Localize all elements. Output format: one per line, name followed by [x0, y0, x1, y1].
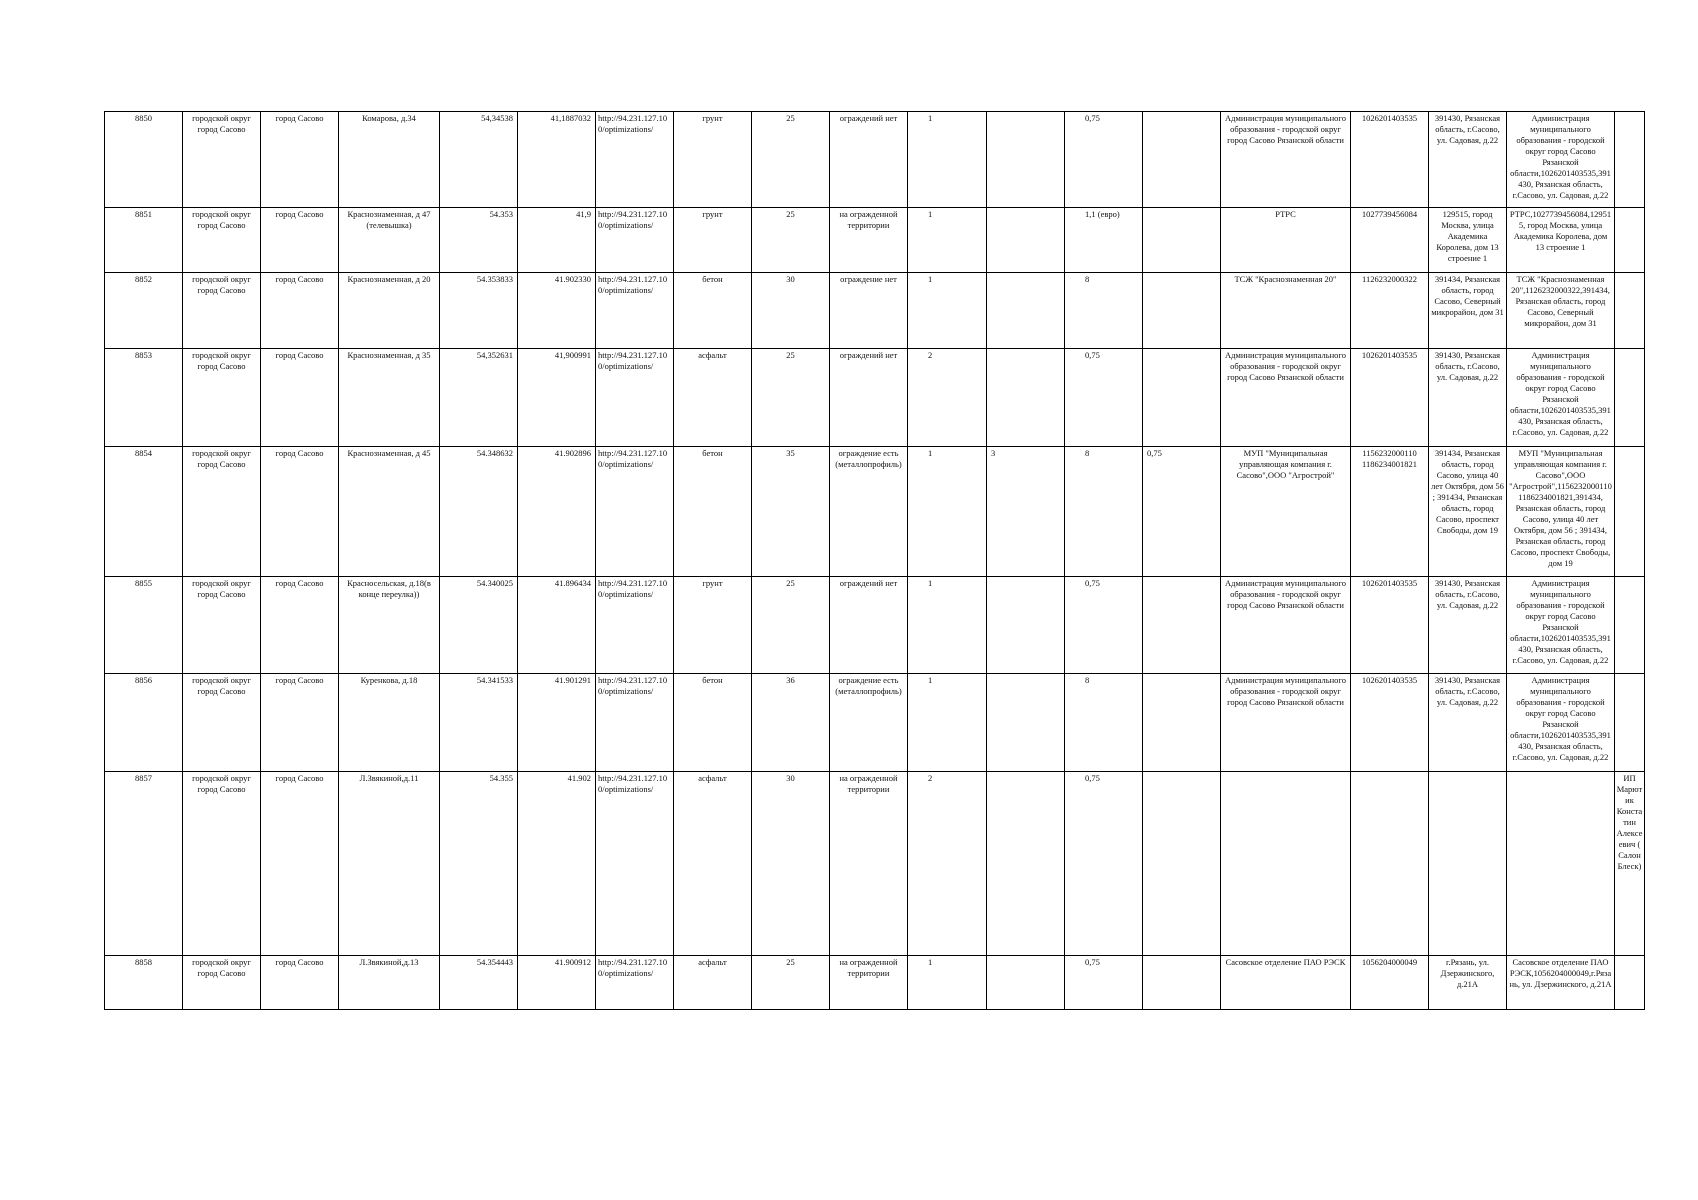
container-volume-2-cell	[1143, 349, 1221, 447]
extra-cell	[1615, 674, 1645, 772]
ogrn-cell: 1027739456084	[1351, 208, 1429, 273]
fence-cell: ограждение есть (металлопрофиль)	[830, 674, 908, 772]
map-link-cell: http://94.231.127.100/optimizations/	[596, 208, 674, 273]
area-cell: 25	[752, 208, 830, 273]
surface-cell: грунт	[674, 577, 752, 674]
container-count-2-cell	[987, 772, 1065, 956]
map-link-cell: http://94.231.127.100/optimizations/	[596, 772, 674, 956]
extra-cell	[1615, 577, 1645, 674]
city-cell: город Сасово	[261, 273, 339, 349]
surface-cell: бетон	[674, 273, 752, 349]
owner-cell: МУП "Муниципальная управляющая компания г. Сасово",ООО "Агрострой"	[1221, 447, 1351, 577]
owner-cell: РТРС	[1221, 208, 1351, 273]
longitude-cell: 41.900912	[518, 956, 596, 1010]
address-cell: Куренкова, д.18	[339, 674, 440, 772]
row-id: 8856	[105, 674, 183, 772]
container-count-2-cell	[987, 112, 1065, 208]
district-cell: городской округ город Сасово	[183, 447, 261, 577]
owner-address-cell: 129515, город Москва, улица Академика Королева, дом 13 строение 1	[1429, 208, 1507, 273]
ogrn-cell: 1056204000049	[1351, 956, 1429, 1010]
row-id: 8855	[105, 577, 183, 674]
city-cell: город Сасово	[261, 208, 339, 273]
owner-cell: Администрация муниципального образования - городской округ город Сасово Рязанской области	[1221, 674, 1351, 772]
extra-cell	[1615, 956, 1645, 1010]
address-cell: Краснознаменная, д 20	[339, 273, 440, 349]
owner-address-cell	[1429, 772, 1507, 956]
owner-cell: Администрация муниципального образования - городской округ город Сасово Рязанской области	[1221, 349, 1351, 447]
owner-cell: Администрация муниципального образования - городской округ город Сасово Рязанской области	[1221, 577, 1351, 674]
table-row	[105, 577, 1645, 674]
waste-source-cell: Администрация муниципального образования - городской округ город Сасово Рязанской области,1026201403535,391430, Рязанская область, г.Сасово, ул. Садовая, д.22	[1507, 349, 1615, 447]
city-cell: город Сасово	[261, 956, 339, 1010]
surface-cell: асфальт	[674, 349, 752, 447]
district-cell: городской округ город Сасово	[183, 772, 261, 956]
area-cell: 36	[752, 674, 830, 772]
longitude-cell: 41,1887032	[518, 112, 596, 208]
container-volume-2-cell: 0,75	[1143, 447, 1221, 577]
container-count-cell: 1	[908, 447, 987, 577]
container-volume-2-cell	[1143, 577, 1221, 674]
latitude-cell: 54.348632	[440, 447, 518, 577]
row-id: 8852	[105, 273, 183, 349]
container-volume-cell: 0,75	[1065, 349, 1143, 447]
fence-cell: на огражденной территории	[830, 208, 908, 273]
table-row	[105, 112, 1645, 208]
map-link-cell: http://94.231.127.100/optimizations/	[596, 112, 674, 208]
map-link-cell: http://94.231.127.100/optimizations/	[596, 674, 674, 772]
owner-cell: Администрация муниципального образования - городской округ город Сасово Рязанской области	[1221, 112, 1351, 208]
container-volume-cell: 1,1 (евро)	[1065, 208, 1143, 273]
row-id: 8853	[105, 349, 183, 447]
table-row	[105, 208, 1645, 273]
fence-cell: ограждений нет	[830, 577, 908, 674]
map-link-cell: http://94.231.127.100/optimizations/	[596, 273, 674, 349]
map-link-cell: http://94.231.127.100/optimizations/	[596, 577, 674, 674]
district-cell: городской округ город Сасово	[183, 349, 261, 447]
container-count-cell: 1	[908, 674, 987, 772]
longitude-cell: 41.901291	[518, 674, 596, 772]
area-cell: 25	[752, 112, 830, 208]
waste-source-cell: Сасовское отделение ПАО РЭСК,1056204000049,г.Рязань, ул. Дзержинского, д.21А	[1507, 956, 1615, 1010]
address-cell: Краснознаменная, д 45	[339, 447, 440, 577]
table-row	[105, 772, 1645, 956]
owner-address-cell: 391434, Рязанская область, город Сасово, Северный микрорайон, дом 31	[1429, 273, 1507, 349]
fence-cell: на огражденной территории	[830, 956, 908, 1010]
area-cell: 25	[752, 577, 830, 674]
row-id: 8850	[105, 112, 183, 208]
district-cell: городской округ город Сасово	[183, 208, 261, 273]
container-count-cell: 1	[908, 577, 987, 674]
ogrn-cell: 1026201403535	[1351, 112, 1429, 208]
latitude-cell: 54.355	[440, 772, 518, 956]
map-link-cell: http://94.231.127.100/optimizations/	[596, 447, 674, 577]
owner-address-cell: 391430, Рязанская область, г.Сасово, ул. Садовая, д.22	[1429, 349, 1507, 447]
area-cell: 25	[752, 349, 830, 447]
owner-address-cell: 391434, Рязанская область, город Сасово, улица 40 лет Октября, дом 56 ; 391434, Рязанская область, город Сасово, проспект Свободы, дом 19	[1429, 447, 1507, 577]
area-cell: 30	[752, 772, 830, 956]
ogrn-cell	[1351, 772, 1429, 956]
table-row	[105, 447, 1645, 577]
owner-cell	[1221, 772, 1351, 956]
container-count-2-cell	[987, 349, 1065, 447]
container-volume-2-cell	[1143, 273, 1221, 349]
district-cell: городской округ город Сасово	[183, 577, 261, 674]
waste-source-cell: РТРС,1027739456084,129515, город Москва, улица Академика Королева, дом 13 строение 1	[1507, 208, 1615, 273]
container-volume-2-cell	[1143, 956, 1221, 1010]
fence-cell: ограждений нет	[830, 112, 908, 208]
owner-address-cell: г.Рязань, ул. Дзержинского, д.21А	[1429, 956, 1507, 1010]
district-cell: городской округ город Сасово	[183, 956, 261, 1010]
latitude-cell: 54,34538	[440, 112, 518, 208]
container-count-2-cell	[987, 273, 1065, 349]
waste-source-cell: ТСЖ "Краснознаменная 20",1126232000322,391434, Рязанская область, город Сасово, Северный микрорайон, дом 31	[1507, 273, 1615, 349]
ogrn-cell: 1026201403535	[1351, 349, 1429, 447]
container-volume-cell: 0,75	[1065, 577, 1143, 674]
district-cell: городской округ город Сасово	[183, 273, 261, 349]
container-count-cell: 1	[908, 112, 987, 208]
ogrn-cell: 1026201403535	[1351, 577, 1429, 674]
latitude-cell: 54.353833	[440, 273, 518, 349]
container-volume-cell: 8	[1065, 674, 1143, 772]
surface-cell: грунт	[674, 112, 752, 208]
container-volume-cell: 0,75	[1065, 956, 1143, 1010]
city-cell: город Сасово	[261, 577, 339, 674]
fence-cell: на огражденной территории	[830, 772, 908, 956]
container-volume-cell: 8	[1065, 273, 1143, 349]
waste-source-cell: Администрация муниципального образования - городской округ город Сасово Рязанской области,1026201403535,391430, Рязанская область, г.Сасово, ул. Садовая, д.22	[1507, 674, 1615, 772]
extra-cell	[1615, 112, 1645, 208]
container-volume-2-cell	[1143, 772, 1221, 956]
surface-cell: бетон	[674, 674, 752, 772]
address-cell: Краснознаменная, д 35	[339, 349, 440, 447]
container-count-2-cell	[987, 577, 1065, 674]
container-count-2-cell	[987, 674, 1065, 772]
latitude-cell: 54.341533	[440, 674, 518, 772]
container-count-cell: 2	[908, 349, 987, 447]
container-count-cell: 1	[908, 273, 987, 349]
waste-source-cell: МУП "Муниципальная управляющая компания г. Сасово",ООО "Агрострой",1156232000110 1186234001821,391434, Рязанская область, город Сасово, улица 40 лет Октября, дом 56 ; 391434, Рязанская область, город Сасово, проспект Свободы, дом 19	[1507, 447, 1615, 577]
address-cell: Л.Звякиной,д.11	[339, 772, 440, 956]
surface-cell: грунт	[674, 208, 752, 273]
container-count-2-cell	[987, 208, 1065, 273]
city-cell: город Сасово	[261, 674, 339, 772]
area-cell: 35	[752, 447, 830, 577]
surface-cell: бетон	[674, 447, 752, 577]
container-count-2-cell	[987, 956, 1065, 1010]
address-cell: Красносельская, д.18(в конце переулка))	[339, 577, 440, 674]
latitude-cell: 54.340025	[440, 577, 518, 674]
waste-source-cell: Администрация муниципального образования - городской округ город Сасово Рязанской области,1026201403535,391430, Рязанская область, г.Сасово, ул. Садовая, д.22	[1507, 577, 1615, 674]
table-row	[105, 273, 1645, 349]
row-id: 8857	[105, 772, 183, 956]
owner-cell: ТСЖ "Краснознаменная 20"	[1221, 273, 1351, 349]
container-volume-2-cell	[1143, 208, 1221, 273]
latitude-cell: 54.353	[440, 208, 518, 273]
ogrn-cell: 1156232000110 1186234001821	[1351, 447, 1429, 577]
row-id: 8854	[105, 447, 183, 577]
longitude-cell: 41,900991	[518, 349, 596, 447]
district-cell: городской округ город Сасово	[183, 674, 261, 772]
address-cell: Л.Звякиной,д.13	[339, 956, 440, 1010]
waste-source-cell	[1507, 772, 1615, 956]
address-cell: Комарова, д.34	[339, 112, 440, 208]
map-link-cell: http://94.231.127.100/optimizations/	[596, 956, 674, 1010]
city-cell: город Сасово	[261, 772, 339, 956]
table-row	[105, 956, 1645, 1010]
registry-table	[104, 111, 1645, 1010]
container-count-cell: 1	[908, 208, 987, 273]
owner-address-cell: 391430, Рязанская область, г.Сасово, ул. Садовая, д.22	[1429, 577, 1507, 674]
waste-source-cell: Администрация муниципального образования - городской округ город Сасово Рязанской области,1026201403535,391430, Рязанская область, г.Сасово, ул. Садовая, д.22	[1507, 112, 1615, 208]
table-row	[105, 674, 1645, 772]
container-count-cell: 1	[908, 956, 987, 1010]
city-cell: город Сасово	[261, 112, 339, 208]
row-id: 8851	[105, 208, 183, 273]
longitude-cell: 41.896434	[518, 577, 596, 674]
surface-cell: асфальт	[674, 772, 752, 956]
extra-cell	[1615, 273, 1645, 349]
extra-cell	[1615, 208, 1645, 273]
surface-cell: асфальт	[674, 956, 752, 1010]
city-cell: город Сасово	[261, 447, 339, 577]
address-cell: Краснознаменная, д 47 (телевышка)	[339, 208, 440, 273]
container-count-2-cell: 3	[987, 447, 1065, 577]
extra-cell: ИП Марютик Констатин Алексеевич ( Салон Блеск)	[1615, 772, 1645, 956]
container-volume-cell: 8	[1065, 447, 1143, 577]
fence-cell: ограждение нет	[830, 273, 908, 349]
table-body	[105, 112, 1645, 1010]
owner-address-cell: 391430, Рязанская область, г.Сасово, ул. Садовая, д.22	[1429, 674, 1507, 772]
container-volume-2-cell	[1143, 112, 1221, 208]
container-volume-2-cell	[1143, 674, 1221, 772]
ogrn-cell: 1026201403535	[1351, 674, 1429, 772]
latitude-cell: 54.354443	[440, 956, 518, 1010]
longitude-cell: 41,9	[518, 208, 596, 273]
ogrn-cell: 1126232000322	[1351, 273, 1429, 349]
container-volume-cell: 0,75	[1065, 112, 1143, 208]
longitude-cell: 41.902	[518, 772, 596, 956]
fence-cell: ограждение есть (металлопрофиль)	[830, 447, 908, 577]
table-row	[105, 349, 1645, 447]
area-cell: 25	[752, 956, 830, 1010]
district-cell: городской округ город Сасово	[183, 112, 261, 208]
container-volume-cell: 0,75	[1065, 772, 1143, 956]
extra-cell	[1615, 447, 1645, 577]
row-id: 8858	[105, 956, 183, 1010]
map-link-cell: http://94.231.127.100/optimizations/	[596, 349, 674, 447]
city-cell: город Сасово	[261, 349, 339, 447]
fence-cell: ограждений нет	[830, 349, 908, 447]
area-cell: 30	[752, 273, 830, 349]
longitude-cell: 41.902896	[518, 447, 596, 577]
owner-address-cell: 391430, Рязанская область, г.Сасово, ул. Садовая, д.22	[1429, 112, 1507, 208]
container-count-cell: 2	[908, 772, 987, 956]
longitude-cell: 41.902330	[518, 273, 596, 349]
latitude-cell: 54,352631	[440, 349, 518, 447]
owner-cell: Сасовское отделение ПАО РЭСК	[1221, 956, 1351, 1010]
extra-cell	[1615, 349, 1645, 447]
